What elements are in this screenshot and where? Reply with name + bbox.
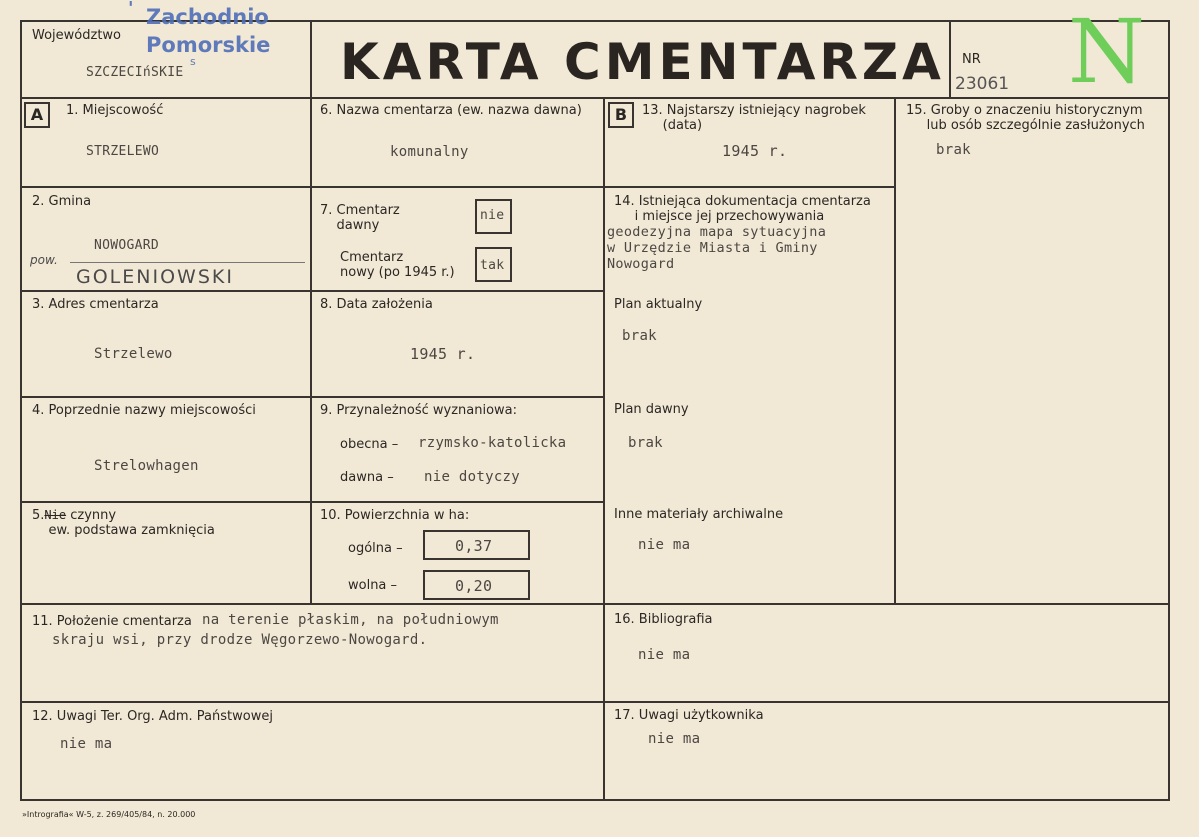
row-line-a1: [20, 186, 605, 188]
field-12-label: 12. Uwagi Ter. Org. Adm. Państwowej: [32, 709, 273, 724]
field-1-label: 1. Miejscowość: [66, 103, 164, 118]
field-14-value: geodezyjna mapa sytuacyjna w Urzędzie Miasta i Gminy Nowogard: [607, 224, 827, 272]
field-2-underline: [70, 262, 305, 263]
section-b-marker: B: [608, 102, 634, 128]
wojewodztwo-label: Województwo: [32, 28, 122, 43]
field-7-dawny-label: 7. Cmentarz dawny: [320, 203, 400, 233]
row-line-a2: [20, 290, 605, 292]
inne-materialy-label: Inne materiały archiwalne: [614, 507, 784, 522]
stamp-line-1: Zachodnio: [146, 5, 269, 29]
plan-aktualny-value: brak: [622, 328, 657, 344]
inne-materialy-value: nie ma: [638, 537, 691, 553]
plan-dawny-value: brak: [628, 435, 663, 451]
field-6-value: komunalny: [390, 144, 469, 160]
field-10-wolna-value: 0,20: [455, 577, 493, 595]
field-3-value: Strzelewo: [94, 346, 173, 362]
header-divider-right: [949, 20, 951, 99]
col-line-1: [310, 97, 312, 605]
field-16-label: 16. Bibliografia: [614, 612, 713, 627]
field-17-value: nie ma: [648, 731, 701, 747]
field-10-ogolna-value: 0,37: [455, 537, 493, 555]
field-9-obecna-value: rzymsko-katolicka: [418, 435, 567, 451]
field-12-value: nie ma: [60, 736, 113, 752]
field-9-obecna-label: obecna –: [340, 437, 399, 452]
field-9-dawna-label: dawna –: [340, 470, 394, 485]
field-9-label: 9. Przynależność wyznaniowa:: [320, 403, 518, 418]
field-2-value: NOWOGARD: [94, 238, 160, 253]
field-8-value: 1945 r.: [410, 345, 476, 363]
col-line-2: [603, 97, 605, 801]
plan-dawny-label: Plan dawny: [614, 402, 689, 417]
field-5-number: 5.: [32, 508, 45, 523]
stamp-mark: ': [128, 0, 134, 19]
printer-footer: »Intrografia« W-5, z. 269/405/84, n. 20.000: [22, 810, 196, 819]
frame-bottom: [20, 799, 1170, 801]
field-5-struck-word: Nie: [44, 508, 67, 522]
section-a-marker: A: [24, 102, 50, 128]
row-line-b1: [603, 186, 896, 188]
row-line-a4: [20, 501, 605, 503]
stamp-line-2: Pomorskie: [146, 33, 271, 57]
field-11-label: 11. Położenie cmentarza: [32, 614, 192, 629]
field-3-label: 3. Adres cmentarza: [32, 297, 159, 312]
field-7-dawny-value: nie: [480, 208, 505, 223]
row-line-lower-1: [20, 603, 1170, 605]
header-divider-left: [310, 20, 312, 99]
field-10-label: 10. Powierzchnia w ha:: [320, 508, 470, 523]
field-6-label: 6. Nazwa cmentarza (ew. nazwa dawna): [320, 103, 582, 118]
field-13-value: 1945 r.: [722, 142, 788, 160]
row-line-lower-2: [20, 701, 1170, 703]
header-bottom-line: [20, 97, 1170, 99]
field-7-nowy-value: tak: [480, 258, 505, 273]
card-title: KARTA CMENTARZA: [340, 33, 945, 91]
field-17-label: 17. Uwagi użytkownika: [614, 708, 764, 723]
wojewodztwo-value: SZCZECIńSKIE: [86, 65, 184, 80]
nr-label: NR: [962, 52, 981, 67]
field-2-hand-prefix: pow.: [30, 253, 58, 267]
field-15-value: brak: [936, 142, 971, 158]
field-4-label: 4. Poprzednie nazwy miejscowości: [32, 403, 256, 418]
row-line-a3: [20, 396, 605, 398]
frame-right: [1168, 20, 1170, 801]
plan-aktualny-label: Plan aktualny: [614, 297, 703, 312]
field-1-value: STRZELEWO: [86, 144, 160, 159]
field-15-label: 15. Groby o znaczeniu historycznym lub osób szczególnie zasłużonych: [906, 103, 1145, 133]
frame-left: [20, 20, 22, 801]
field-13-label: 13. Najstarszy istniejący nagrobek (data): [642, 103, 866, 133]
green-letter-mark: N: [1068, 0, 1145, 103]
field-2-hand-value: GOLENIOWSKI: [76, 266, 234, 288]
field-9-dawna-value: nie dotyczy: [424, 469, 521, 485]
field-11-value-line-1: na terenie płaskim, na południowym: [202, 612, 499, 628]
field-16-value: nie ma: [638, 647, 691, 663]
col-line-3: [894, 97, 896, 605]
field-14-label: 14. Istniejąca dokumentacja cmentarza i miejsce jej przechowywania: [614, 194, 871, 224]
field-7-nowy-label: Cmentarz nowy (po 1945 r.): [340, 250, 455, 280]
field-11-value-line-2: skraju wsi, przy drodze Węgorzewo-Nowogard.: [52, 632, 428, 648]
nr-value: 23061: [955, 74, 1010, 94]
field-10-wolna-label: wolna –: [348, 578, 398, 593]
field-5-label: [32, 508, 215, 538]
field-5-label-rest: czynny ew. podstawa zamknięcia: [48, 508, 215, 538]
stamp-s: s: [190, 55, 196, 68]
field-4-value: Strelowhagen: [94, 458, 199, 474]
field-2-label: 2. Gmina: [32, 194, 92, 209]
field-10-ogolna-label: ogólna –: [348, 541, 403, 556]
field-8-label: 8. Data założenia: [320, 297, 433, 312]
